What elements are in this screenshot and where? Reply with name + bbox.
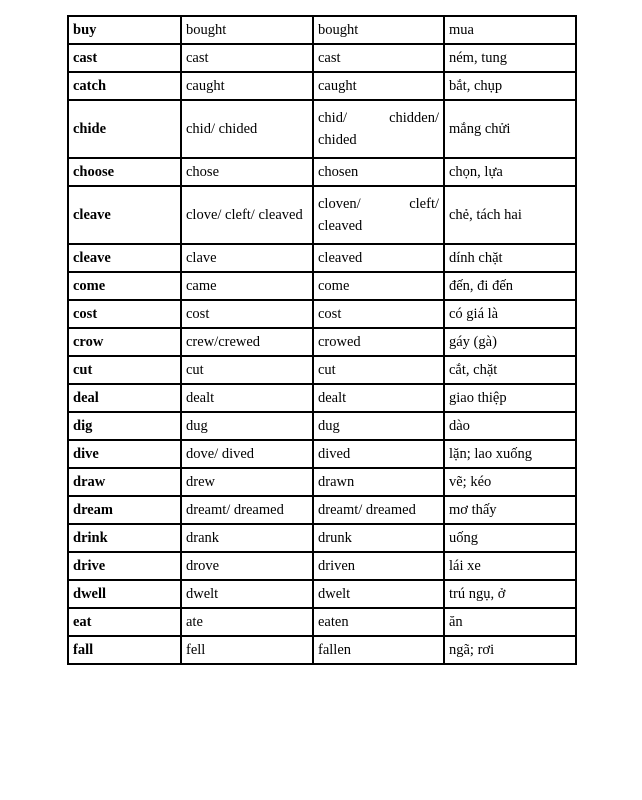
past-simple-cell: bought: [181, 16, 313, 44]
base-form-cell: cast: [68, 44, 181, 72]
past-simple-cell: drew: [181, 468, 313, 496]
table-row: [68, 356, 576, 384]
table-row: [68, 440, 576, 468]
past-simple-cell: chose: [181, 158, 313, 186]
table-row: [68, 100, 576, 158]
meaning-cell: dào: [444, 412, 576, 440]
table-row: [68, 186, 576, 244]
table-row: [68, 328, 576, 356]
past-simple-cell: drank: [181, 524, 313, 552]
meaning-cell: ngã; rơi: [444, 636, 576, 664]
base-form-cell: crow: [68, 328, 181, 356]
past-participle-cell: cut: [313, 356, 444, 384]
meaning-cell: chẻ, tách hai: [444, 186, 576, 244]
table-row: [68, 552, 576, 580]
past-simple-cell: chid/ chided: [181, 100, 313, 158]
base-form-cell: dig: [68, 412, 181, 440]
past-participle-cell: drunk: [313, 524, 444, 552]
meaning-cell: gáy (gà): [444, 328, 576, 356]
table-row: [68, 524, 576, 552]
past-simple-cell: clove/ cleft/ cleaved: [181, 186, 313, 244]
meaning-cell: lặn; lao xuống: [444, 440, 576, 468]
table-row: [68, 300, 576, 328]
past-simple-cell: cost: [181, 300, 313, 328]
meaning-cell: vẽ; kéo: [444, 468, 576, 496]
past-participle-cell: driven: [313, 552, 444, 580]
base-form-cell: catch: [68, 72, 181, 100]
table-row: [68, 244, 576, 272]
meaning-cell: chọn, lựa: [444, 158, 576, 186]
past-participle-cell: crowed: [313, 328, 444, 356]
table-row: [68, 496, 576, 524]
base-form-cell: cut: [68, 356, 181, 384]
base-form-cell: fall: [68, 636, 181, 664]
base-form-cell: cost: [68, 300, 181, 328]
past-simple-cell: dwelt: [181, 580, 313, 608]
past-simple-cell: ate: [181, 608, 313, 636]
table-row: [68, 72, 576, 100]
base-form-cell: dive: [68, 440, 181, 468]
table-row: [68, 412, 576, 440]
table-row: [68, 272, 576, 300]
meaning-cell: uống: [444, 524, 576, 552]
meaning-cell: mua: [444, 16, 576, 44]
meaning-cell: giao thiệp: [444, 384, 576, 412]
base-form-cell: buy: [68, 16, 181, 44]
base-form-cell: cleave: [68, 244, 181, 272]
past-simple-cell: crew/crewed: [181, 328, 313, 356]
past-participle-cell: cleaved: [313, 244, 444, 272]
base-form-cell: choose: [68, 158, 181, 186]
past-participle-cell: cost: [313, 300, 444, 328]
meaning-cell: bắt, chụp: [444, 72, 576, 100]
past-simple-cell: cut: [181, 356, 313, 384]
past-participle-cell: cloven/ cleft/ cleaved: [313, 186, 444, 244]
past-participle-cell: bought: [313, 16, 444, 44]
past-simple-cell: dug: [181, 412, 313, 440]
past-simple-cell: dove/ dived: [181, 440, 313, 468]
past-simple-cell: clave: [181, 244, 313, 272]
base-form-cell: dream: [68, 496, 181, 524]
base-form-cell: draw: [68, 468, 181, 496]
past-simple-cell: dreamt/ dreamed: [181, 496, 313, 524]
past-simple-cell: dealt: [181, 384, 313, 412]
base-form-cell: drive: [68, 552, 181, 580]
past-simple-cell: caught: [181, 72, 313, 100]
table-row: [68, 384, 576, 412]
meaning-cell: cắt, chặt: [444, 356, 576, 384]
past-simple-cell: fell: [181, 636, 313, 664]
irregular-verbs-table-body: [68, 16, 576, 664]
past-participle-cell: eaten: [313, 608, 444, 636]
base-form-cell: drink: [68, 524, 181, 552]
meaning-cell: có giá là: [444, 300, 576, 328]
past-participle-cell: caught: [313, 72, 444, 100]
table-row: [68, 158, 576, 186]
table-row: [68, 608, 576, 636]
meaning-cell: đến, đi đến: [444, 272, 576, 300]
meaning-cell: dính chặt: [444, 244, 576, 272]
past-participle-cell: chosen: [313, 158, 444, 186]
base-form-cell: deal: [68, 384, 181, 412]
past-simple-cell: cast: [181, 44, 313, 72]
table-row: [68, 16, 576, 44]
past-participle-cell: fallen: [313, 636, 444, 664]
past-participle-cell: dug: [313, 412, 444, 440]
irregular-verbs-table: [67, 15, 577, 665]
table-row: [68, 636, 576, 664]
table-row: [68, 44, 576, 72]
past-participle-cell: dived: [313, 440, 444, 468]
past-participle-cell: chid/ chidden/ chided: [313, 100, 444, 158]
base-form-cell: cleave: [68, 186, 181, 244]
base-form-cell: come: [68, 272, 181, 300]
past-participle-cell: dealt: [313, 384, 444, 412]
meaning-cell: ăn: [444, 608, 576, 636]
meaning-cell: ném, tung: [444, 44, 576, 72]
past-participle-cell: cast: [313, 44, 444, 72]
base-form-cell: chide: [68, 100, 181, 158]
table-row: [68, 468, 576, 496]
meaning-cell: mơ thấy: [444, 496, 576, 524]
base-form-cell: dwell: [68, 580, 181, 608]
meaning-cell: lái xe: [444, 552, 576, 580]
past-simple-cell: drove: [181, 552, 313, 580]
meaning-cell: mắng chửi: [444, 100, 576, 158]
past-simple-cell: came: [181, 272, 313, 300]
past-participle-cell: drawn: [313, 468, 444, 496]
meaning-cell: trú ngụ, ở: [444, 580, 576, 608]
past-participle-cell: dwelt: [313, 580, 444, 608]
table-row: [68, 580, 576, 608]
base-form-cell: eat: [68, 608, 181, 636]
past-participle-cell: come: [313, 272, 444, 300]
past-participle-cell: dreamt/ dreamed: [313, 496, 444, 524]
